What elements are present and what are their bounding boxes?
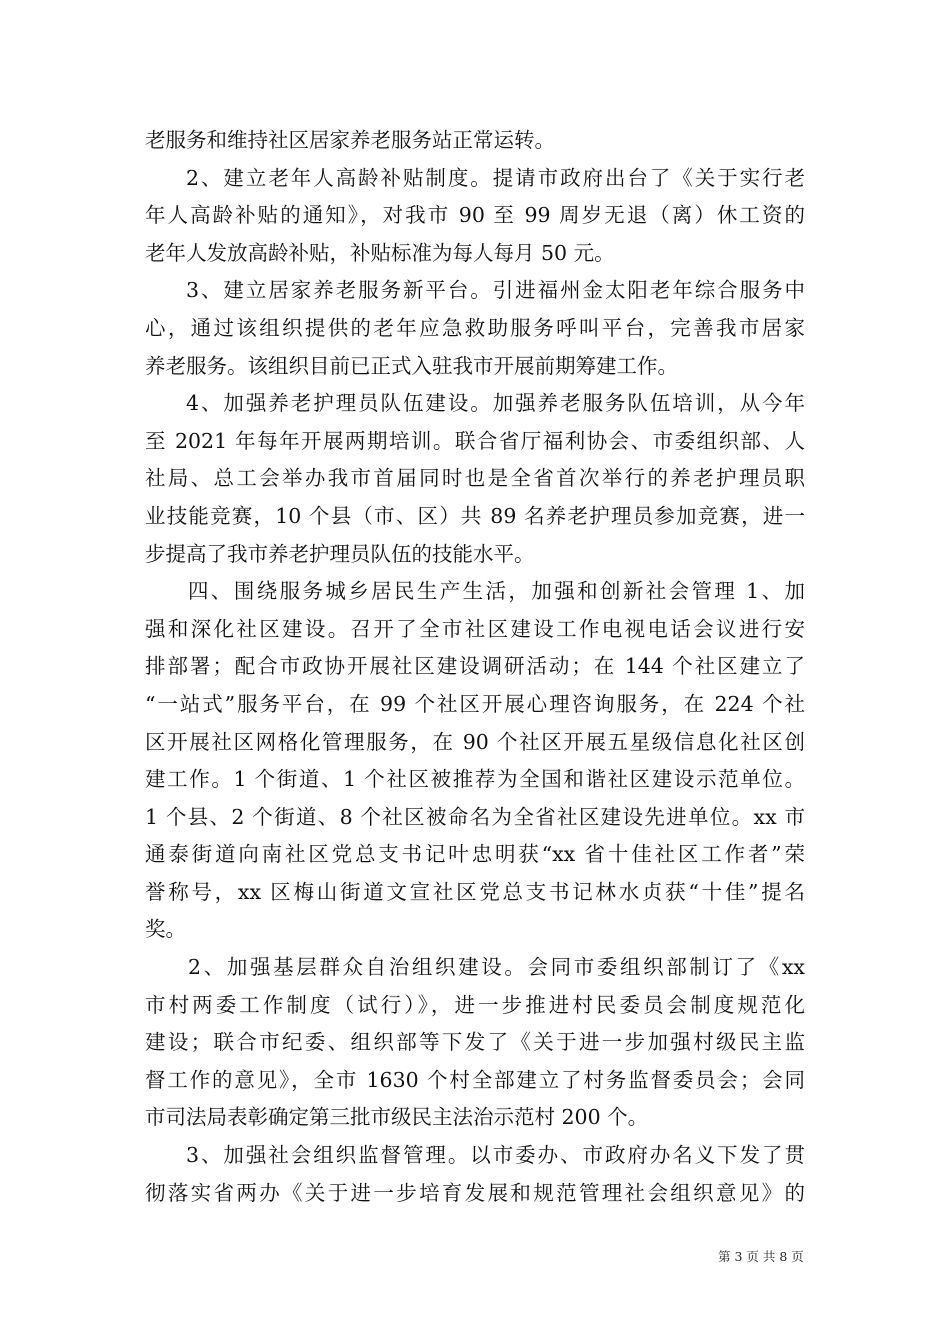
text-line: 强和深化社区建设。召开了全市社区建设工作电视电话会议进行安 [145, 616, 805, 641]
text-line: 1 个县、2 个街道、8 个社区被命名为全省社区建设先进单位。xx 市 [145, 804, 805, 829]
text-line: 心，通过该组织提供的老年应急救助服务呼叫平台，完善我市居家 [145, 315, 805, 340]
text-line: 年人高龄补贴的通知》，对我市 90 至 99 周岁无退（离）休工资的 [145, 203, 805, 228]
text-line: 市村两委工作制度（试行）》，进一步推进村民委员会制度规范化 [145, 992, 805, 1017]
text-line: 誉称号，xx 区梅山街道文宣社区党总支书记林水贞获“十佳”提名 [145, 879, 805, 904]
text-line: 2、建立老年人高龄补贴制度。提请市政府出台了《关于实行老 [186, 165, 805, 190]
document-body [145, 122, 805, 1212]
text-line: 区开展社区网格化管理服务，在 90 个社区开展五星级信息化社区创 [145, 729, 805, 754]
text-line: 业技能竞赛，10 个县（市、区）共 89 名养老护理员参加竞赛，进一 [145, 503, 805, 528]
text-line: 2、加强基层群众自治组织建设。会同市委组织部制订了《xx [188, 955, 805, 980]
text-line: 至 2021 年每年开展两期培训。联合省厅福利协会、市委组织部、人 [145, 428, 805, 453]
text-line: 四、围绕服务城乡居民生产生活，加强和创新社会管理 1、加 [188, 579, 805, 604]
text-line: 排部署；配合市政协开展社区建设调研活动；在 144 个社区建立了 [145, 654, 805, 679]
text-line: 奖。 [145, 917, 186, 942]
text-line: 通泰街道向南社区党总支书记叶忠明获“xx 省十佳社区工作者”荣 [145, 842, 805, 867]
text-line: 老服务和维持社区居家养老服务站正常运转。 [145, 128, 555, 152]
page-number: 第 3 页 共 8 页 [718, 1249, 804, 1264]
text-line: 4、加强养老护理员队伍建设。加强养老服务队伍培训，从今年 [186, 391, 805, 416]
text-line: 老年人发放高龄补贴，补贴标准为每人每月 50 元。 [145, 240, 615, 265]
text-line: 建工作。1 个街道、1 个社区被推荐为全国和谐社区建设示范单位。 [145, 767, 805, 792]
text-line: 3、建立居家养老服务新平台。引进福州金太阳老年综合服务中 [186, 278, 805, 303]
text-line: 彻落实省两办《关于进一步培育发展和规范管理社会组织意见》的 [145, 1180, 805, 1205]
text-line: “一站式”服务平台，在 99 个社区开展心理咨询服务，在 224 个社 [145, 691, 805, 716]
text-line: 3、加强社会组织监督管理。以市委办、市政府办名义下发了贯 [186, 1143, 805, 1168]
text-line: 督工作的意见》，全市 1630 个村全部建立了村务监督委员会；会同 [145, 1067, 805, 1092]
text-line: 社局、总工会举办我市首届同时也是全省首次举行的养老护理员职 [145, 466, 805, 491]
text-line: 步提高了我市养老护理员队伍的技能水平。 [145, 541, 535, 566]
text-line: 养老服务。该组织目前已正式入驻我市开展前期筹建工作。 [145, 353, 678, 378]
text-line: 市司法局表彰确定第三批市级民主法治示范村 200 个。 [145, 1105, 649, 1130]
text-line: 建设；联合市纪委、组织部等下发了《关于进一步加强村级民主监 [145, 1030, 805, 1055]
